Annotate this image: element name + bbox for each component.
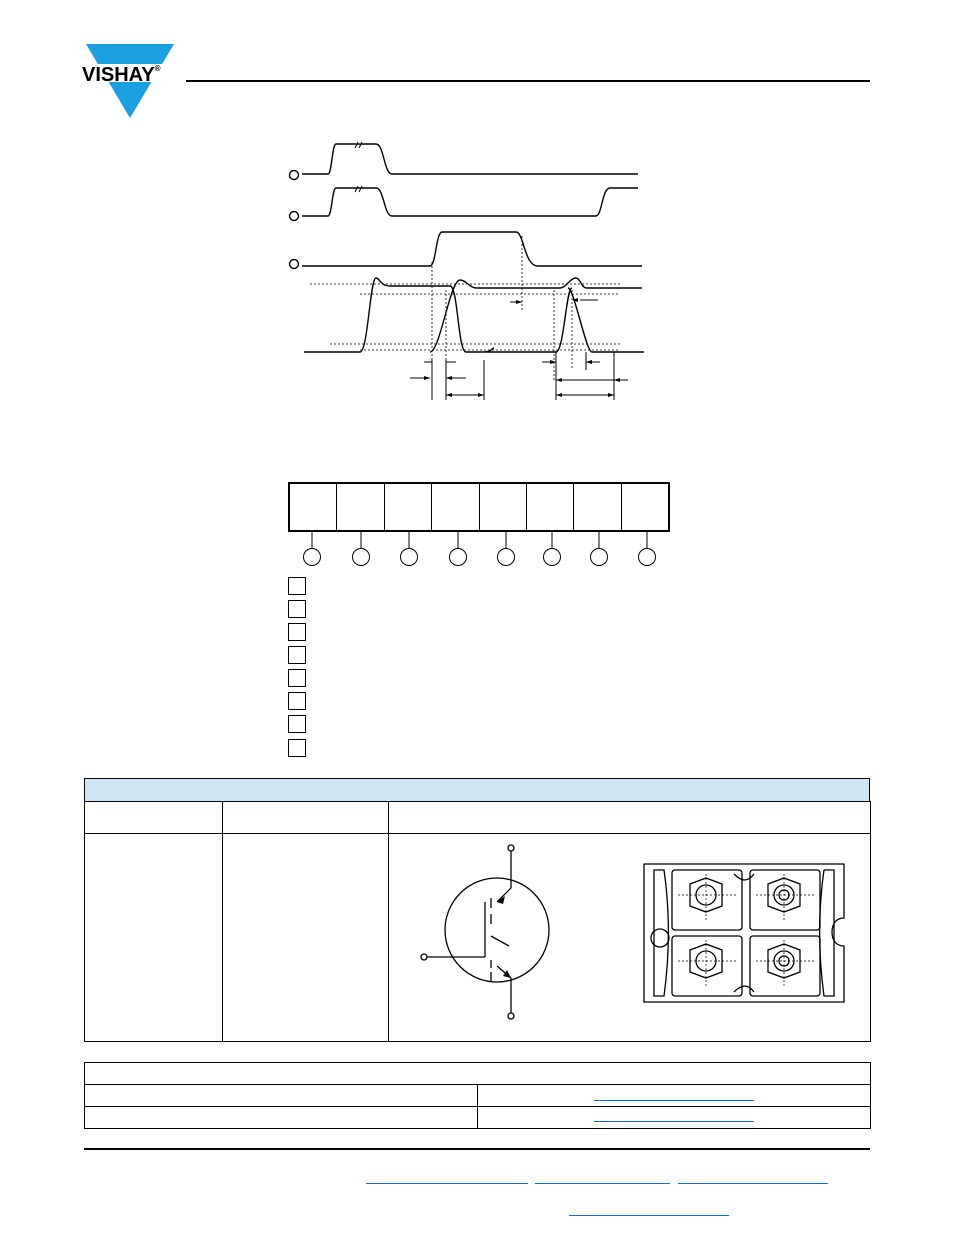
- code-position-badge: [352, 548, 370, 566]
- links-table-link[interactable]: [594, 1100, 754, 1101]
- code-cell: [527, 484, 574, 530]
- code-cell: [432, 484, 479, 530]
- legend-box: [288, 715, 306, 733]
- legend-box: [288, 739, 306, 757]
- footer-contact-link[interactable]: [535, 1183, 670, 1184]
- logo-name: VISHAY: [82, 64, 155, 86]
- footer-contact-link[interactable]: [678, 1183, 828, 1184]
- code-connector-lines: [288, 532, 670, 552]
- code-cell: [337, 484, 384, 530]
- header-rule: [186, 80, 870, 82]
- code-position-badge: [638, 548, 656, 566]
- table-title-band: [84, 778, 870, 802]
- ordering-code-boxes: [288, 482, 670, 532]
- code-position-badge: [497, 548, 515, 566]
- package-outline-drawing: [638, 862, 848, 1004]
- legend-box: [288, 623, 306, 641]
- code-cell: [622, 484, 668, 530]
- code-cell: [385, 484, 432, 530]
- links-table: [84, 1062, 871, 1130]
- switching-waveform-diagram: [280, 130, 660, 410]
- code-position-badge: [449, 548, 467, 566]
- logo-wordmark: [82, 64, 161, 87]
- logo-registered-mark: ®: [154, 64, 161, 73]
- legend-box: [288, 600, 306, 618]
- footer-contact-link[interactable]: [366, 1183, 528, 1184]
- code-position-badge: [400, 548, 418, 566]
- legend-box: [288, 692, 306, 710]
- code-cell: [290, 484, 337, 530]
- code-cell: [574, 484, 621, 530]
- footer-disclaimer-link[interactable]: [569, 1215, 729, 1216]
- links-table-link[interactable]: [594, 1121, 754, 1122]
- igbt-circuit-symbol: [415, 840, 555, 1025]
- legend-box: [288, 669, 306, 687]
- legend-box: [288, 646, 306, 664]
- legend-box: [288, 577, 306, 595]
- code-position-badge: [303, 548, 321, 566]
- footer-rule: [84, 1148, 870, 1150]
- code-position-badge: [590, 548, 608, 566]
- code-cell: [480, 484, 527, 530]
- code-position-badge: [543, 548, 561, 566]
